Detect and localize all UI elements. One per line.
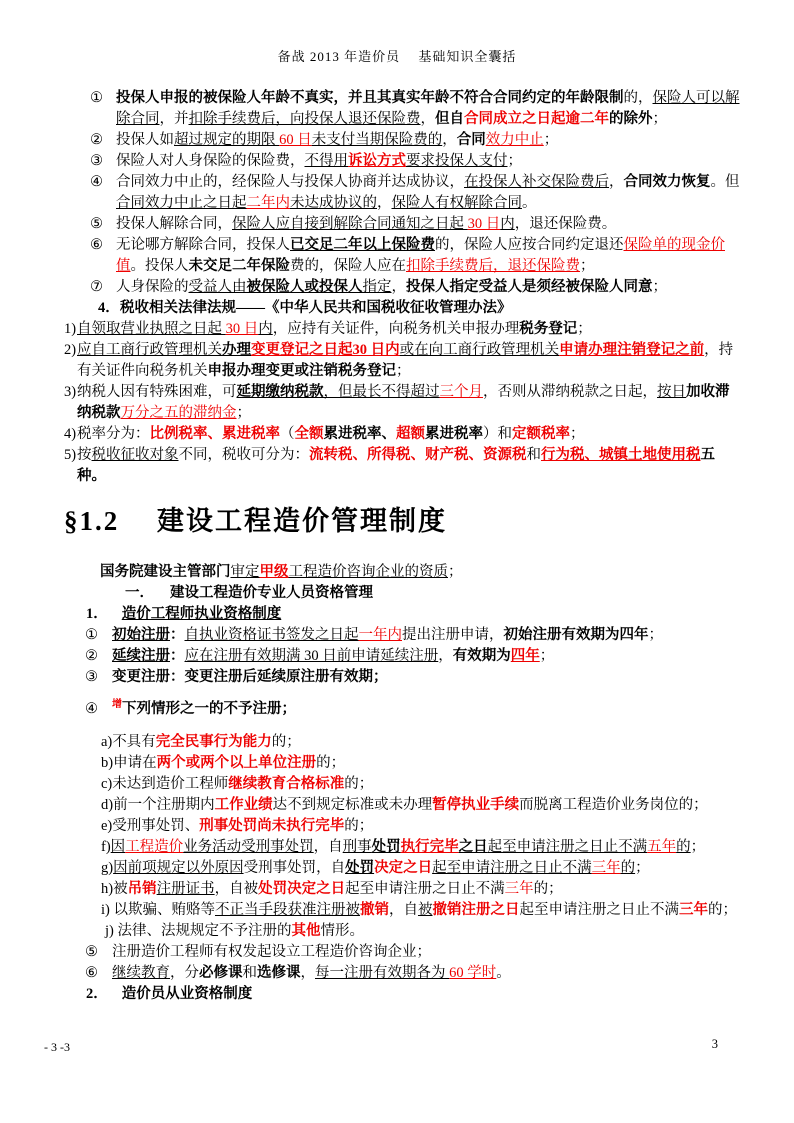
text-run: 三年 bbox=[591, 860, 621, 876]
text-run: 的， bbox=[623, 90, 653, 106]
text-run: 30 日 bbox=[467, 216, 501, 232]
text-run: ； bbox=[580, 258, 595, 274]
text-run: 五年 bbox=[647, 839, 677, 855]
text-run: 万分之五的滞纳金 bbox=[120, 405, 237, 421]
text-run: 受刑事处罚，自 bbox=[243, 860, 346, 876]
line-content bbox=[116, 279, 667, 295]
text-run: 工程造价咨询企业的资质 bbox=[288, 564, 448, 580]
text-line bbox=[64, 151, 740, 172]
text-run: 合同效力中止的，经保险人与投保人协商并达成协议， bbox=[116, 174, 464, 190]
text-run: 注册证书 bbox=[156, 881, 215, 897]
text-run: ； bbox=[652, 111, 667, 127]
line-content bbox=[117, 923, 364, 939]
text-run: 全额 bbox=[294, 426, 324, 442]
text-run: 保险人可以解除合同 bbox=[116, 90, 740, 127]
text-line bbox=[64, 298, 740, 319]
text-line bbox=[64, 214, 740, 235]
list-marker: ② bbox=[90, 132, 103, 148]
text-run: 合同效力恢复 bbox=[623, 174, 711, 190]
text-run: 未达成协议的 bbox=[290, 195, 377, 211]
text-run: 三个月 bbox=[439, 384, 483, 400]
document-body bbox=[64, 88, 740, 1005]
list-marker: h) bbox=[101, 881, 114, 897]
line-content bbox=[77, 426, 585, 442]
text-run: 起至申请注册之日止不满 bbox=[519, 902, 679, 918]
line-content bbox=[113, 902, 737, 918]
line-content bbox=[112, 944, 431, 960]
text-line bbox=[64, 732, 740, 753]
text-run: ， bbox=[377, 195, 392, 211]
text-line bbox=[64, 699, 740, 720]
text-run: 起至申请注册之日止不满 bbox=[487, 839, 648, 855]
text-run: 行为税、城镇土地使用税 bbox=[541, 447, 701, 463]
text-run: 内 bbox=[500, 216, 515, 232]
text-line bbox=[64, 445, 740, 487]
text-run: ，并 bbox=[159, 111, 189, 127]
text-run: 的 bbox=[676, 839, 691, 855]
text-run: 。 bbox=[522, 195, 537, 211]
text-run: 合同成立之日起逾二年 bbox=[464, 111, 609, 127]
text-line bbox=[64, 942, 740, 963]
text-run: 完全民事行为能力 bbox=[155, 734, 272, 750]
line-content bbox=[122, 606, 282, 622]
text-run: ： bbox=[170, 648, 185, 664]
page-header-title: 备战 2013 年造价员 基础知识全囊括 bbox=[277, 49, 517, 64]
list-marker: ③ bbox=[90, 153, 103, 169]
text-run: 的除外 bbox=[609, 111, 653, 127]
text-run: 有效期为 bbox=[452, 648, 511, 664]
text-run: 申请在 bbox=[113, 755, 157, 771]
text-run: 。投保人 bbox=[130, 258, 189, 274]
line-content bbox=[112, 776, 373, 792]
text-run: 起至申请注册之日止不满 bbox=[432, 860, 592, 876]
text-run: 比例税率、累进税率 bbox=[149, 426, 280, 442]
list-marker: ⑥ bbox=[85, 965, 98, 981]
text-run: 办理 bbox=[222, 342, 251, 358]
text-run: 要求投保人支付 bbox=[406, 153, 508, 169]
line-content bbox=[77, 321, 592, 337]
text-run: 不具有 bbox=[112, 734, 156, 750]
text-run: 费的，保险人应在 bbox=[290, 258, 406, 274]
text-run: 前一个注册期内 bbox=[113, 797, 215, 813]
text-line bbox=[64, 625, 740, 646]
text-run: 撤销注册之日 bbox=[432, 902, 520, 918]
text-run: 四年 bbox=[510, 648, 540, 664]
text-run: 投保人解除合同， bbox=[116, 216, 232, 232]
text-run: 的，保险人应按合同约定退还 bbox=[435, 237, 624, 253]
text-run: 处罚 bbox=[345, 860, 375, 876]
text-run: ； bbox=[577, 321, 592, 337]
line-content bbox=[77, 342, 733, 379]
text-run: 刑事处罚尚未执行完毕 bbox=[199, 818, 345, 834]
text-run: 未达到造价工程师 bbox=[112, 776, 229, 792]
text-run: 在投保人补交保险费后 bbox=[464, 174, 609, 190]
line-content bbox=[116, 132, 558, 148]
line-content bbox=[120, 300, 512, 316]
text-run: 和 bbox=[242, 965, 257, 981]
text-run: 诉讼方式 bbox=[348, 153, 406, 169]
text-run: 自执业资格证书签发之日起 bbox=[184, 627, 359, 643]
text-run: 其他 bbox=[291, 923, 321, 939]
text-line bbox=[64, 816, 740, 837]
text-run: 法律、法规规定不予注册的 bbox=[117, 923, 292, 939]
text-run: 增 bbox=[112, 699, 122, 711]
text-run: 内 bbox=[258, 321, 273, 337]
text-run: 注册造价工程师有权发起设立工程造价咨询企业； bbox=[112, 944, 431, 960]
text-run: 申报办理变更或注销税务登记 bbox=[207, 363, 396, 379]
text-run: ， bbox=[704, 342, 719, 358]
text-run: 。但 bbox=[710, 174, 740, 190]
list-marker: 4． bbox=[98, 300, 120, 316]
text-run: 保险人对人身保险的保险费， bbox=[116, 153, 305, 169]
text-run: 。 bbox=[496, 965, 511, 981]
list-marker: ③ bbox=[85, 669, 98, 685]
text-run: 自领取营业执照之日起 bbox=[77, 321, 226, 337]
text-run: 持有关证件向税务机关 bbox=[77, 342, 734, 379]
text-line bbox=[64, 235, 740, 277]
text-run: 两个或两个以上单位注册 bbox=[156, 755, 317, 771]
text-run: 造价工程师执业资格制度 bbox=[121, 606, 282, 622]
text-line bbox=[64, 172, 740, 214]
list-marker: g) bbox=[101, 860, 114, 876]
text-run: 指定 bbox=[362, 279, 392, 295]
line-content bbox=[116, 153, 522, 169]
text-run: ； bbox=[236, 405, 251, 421]
text-run: 业务活动受刑事处罚 bbox=[183, 839, 314, 855]
text-run: 三年 bbox=[678, 902, 708, 918]
text-run: ， bbox=[420, 111, 435, 127]
text-line bbox=[64, 382, 740, 424]
list-marker: 1) bbox=[64, 321, 77, 337]
text-run: 不同，税收可分为： bbox=[178, 447, 309, 463]
list-marker: ② bbox=[85, 648, 98, 664]
text-run: 累进税率 bbox=[425, 426, 483, 442]
text-run: 纳税人因有特殊困难，可 bbox=[77, 384, 237, 400]
text-run: 延期缴纳税款 bbox=[236, 384, 324, 400]
line-content bbox=[77, 384, 730, 421]
text-run: 的； bbox=[533, 881, 563, 897]
text-run: 不正当手段获准注册被 bbox=[214, 902, 360, 918]
text-run: 定额税率 bbox=[512, 426, 570, 442]
text-run: 变更登记之日起30 日内 bbox=[251, 342, 400, 358]
text-line bbox=[64, 900, 740, 921]
text-run: 因前项规定以外原因 bbox=[113, 860, 244, 876]
text-run: 受刑事处罚、 bbox=[112, 818, 200, 834]
text-run: 决定之日 bbox=[374, 860, 433, 876]
text-run: 刑事 bbox=[342, 839, 372, 855]
line-content bbox=[113, 797, 708, 813]
list-marker: f) bbox=[101, 839, 111, 855]
list-marker: 4) bbox=[64, 426, 77, 442]
text-run: ； bbox=[539, 648, 555, 664]
text-run: 的； bbox=[707, 902, 737, 918]
text-run: 的； bbox=[344, 776, 374, 792]
text-run: 变更注册：变更注册后延续原注册有效期； bbox=[112, 669, 388, 685]
text-run: 甲级 bbox=[259, 564, 289, 580]
text-run: 国务院建设主管部门 bbox=[100, 564, 231, 580]
text-line bbox=[64, 583, 740, 604]
text-run: ， bbox=[609, 174, 624, 190]
text-run: 每一注册有效期各为 bbox=[315, 965, 450, 981]
line-content bbox=[111, 839, 706, 855]
text-run: 30 日 bbox=[225, 321, 259, 337]
text-run: 税收征收对象 bbox=[91, 447, 179, 463]
text-run: 处罚 bbox=[371, 839, 401, 855]
text-run: ，自被 bbox=[214, 881, 259, 897]
text-run: 吊销 bbox=[127, 881, 157, 897]
list-marker: b) bbox=[101, 755, 114, 771]
text-run: 的； bbox=[316, 755, 346, 771]
text-run: 五种。 bbox=[77, 447, 715, 484]
text-line bbox=[64, 753, 740, 774]
text-run: ： bbox=[170, 627, 185, 643]
text-run: 或在向工商行政管理机关 bbox=[399, 342, 560, 358]
line-content bbox=[112, 669, 388, 685]
text-run: 扣除手续费后，退还保险费 bbox=[406, 258, 580, 274]
list-marker: ① bbox=[90, 90, 103, 106]
text-line bbox=[64, 921, 740, 942]
line-content bbox=[113, 755, 345, 771]
text-run: 继续教育合格标准 bbox=[228, 776, 345, 792]
line-content bbox=[116, 216, 616, 232]
text-run: ，分 bbox=[170, 965, 199, 981]
text-line bbox=[64, 424, 740, 445]
list-marker: ① bbox=[85, 627, 98, 643]
text-run: ， bbox=[391, 279, 406, 295]
text-line bbox=[64, 837, 740, 858]
text-run: 申请办理注销登记之前 bbox=[559, 342, 705, 358]
text-run: 三年 bbox=[504, 881, 534, 897]
text-run: 已交足二年以上保险费 bbox=[290, 237, 435, 253]
text-run: 情形。 bbox=[320, 923, 364, 939]
text-run: ，自 bbox=[388, 902, 418, 918]
text-run: 的； bbox=[344, 818, 374, 834]
list-marker: 一． bbox=[125, 585, 154, 601]
text-run: 效力中止 bbox=[485, 132, 544, 148]
text-line bbox=[64, 604, 740, 625]
text-run: ； bbox=[543, 132, 559, 148]
text-line bbox=[64, 858, 740, 879]
text-run: 以欺骗、贿赂等 bbox=[113, 902, 215, 918]
text-run: 合同 bbox=[456, 132, 486, 148]
list-marker: 1． bbox=[86, 606, 108, 622]
text-run: 按日 bbox=[657, 384, 686, 400]
text-run: 未支付当期保险费的 bbox=[311, 132, 443, 148]
text-run: 工作业绩 bbox=[214, 797, 273, 813]
text-run: 60 日 bbox=[279, 132, 312, 148]
line-content bbox=[122, 986, 253, 1002]
text-run: 建设工程造价专业人员资格管理 bbox=[170, 585, 373, 601]
text-run: 继续教育 bbox=[112, 965, 170, 981]
text-run: 超额 bbox=[396, 426, 425, 442]
list-marker: j) bbox=[105, 923, 118, 939]
list-marker: i) bbox=[101, 902, 114, 918]
text-run: 的； bbox=[271, 734, 301, 750]
text-run: 而脱离工程造价业务岗位的； bbox=[519, 797, 708, 813]
text-run: ； bbox=[396, 363, 411, 379]
text-run: 的 bbox=[620, 860, 636, 876]
text-run: 执行完毕 bbox=[400, 839, 459, 855]
text-line bbox=[64, 88, 740, 130]
text-run: ，退还保险费。 bbox=[514, 216, 617, 232]
text-run: ， bbox=[442, 132, 457, 148]
list-marker: a) bbox=[101, 734, 113, 750]
text-run: ； bbox=[652, 279, 667, 295]
text-run: 起至申请注册之日止不满 bbox=[345, 881, 505, 897]
text-line bbox=[64, 277, 740, 298]
text-run: ，但最长不得超过 bbox=[323, 384, 440, 400]
text-run: 累进税率、 bbox=[323, 426, 396, 442]
text-run: 因 bbox=[110, 839, 126, 855]
text-line bbox=[64, 562, 740, 583]
line-content bbox=[112, 818, 373, 834]
line-content bbox=[116, 174, 740, 211]
list-marker: 5) bbox=[64, 447, 77, 463]
text-run: 二年内 bbox=[246, 195, 290, 211]
text-run: 合同效力中止之日起 bbox=[116, 195, 247, 211]
text-run: 造价员从业资格制度 bbox=[121, 986, 253, 1002]
list-marker: e) bbox=[101, 818, 113, 834]
list-marker: 3) bbox=[64, 384, 77, 400]
text-run: 初始注册 bbox=[112, 627, 170, 643]
text-run: 超过规定的期限 bbox=[174, 132, 280, 148]
text-run: ； bbox=[690, 839, 706, 855]
text-run: 延续注册 bbox=[112, 648, 170, 664]
text-run: 按 bbox=[77, 447, 92, 463]
text-line bbox=[64, 319, 740, 340]
line-content bbox=[77, 447, 715, 484]
text-run: 投保人指定受益人是须经被保险人同意 bbox=[406, 279, 653, 295]
list-marker: ④ bbox=[85, 701, 98, 717]
list-marker: ⑦ bbox=[90, 279, 103, 295]
text-run: 初始注册有效期为四年 bbox=[503, 627, 649, 643]
line-content bbox=[100, 564, 463, 580]
text-run: ，否则从滞纳税款之日起， bbox=[483, 384, 657, 400]
page-number: 3 bbox=[711, 1037, 718, 1051]
line-content bbox=[116, 90, 740, 127]
text-run: 保险人应自接到解除合同通知之日起 bbox=[232, 216, 468, 232]
text-line bbox=[64, 879, 740, 900]
text-run: 处罚决定之日 bbox=[258, 881, 346, 897]
text-run: 人身保险的 bbox=[116, 279, 189, 295]
text-run: 撤销 bbox=[359, 902, 389, 918]
text-run: ， bbox=[300, 965, 315, 981]
text-run: 投保人申报的被保险人年龄不真实，并且其真实年龄不符合合同约定的年龄限制 bbox=[116, 90, 624, 106]
text-run: 应在注册有效期满 30 日前申请延续注册 bbox=[184, 648, 439, 664]
text-run: 未交足二年保险 bbox=[188, 258, 290, 274]
text-run: 扣除手续费后，向投保人退还保险费 bbox=[188, 111, 421, 127]
text-run: 选修课 bbox=[257, 965, 301, 981]
text-run: 达不到规定标准或未办理 bbox=[272, 797, 433, 813]
text-run: 投保人如 bbox=[116, 132, 174, 148]
text-line bbox=[64, 340, 740, 382]
line-content bbox=[116, 237, 725, 274]
line-content bbox=[170, 585, 373, 601]
list-marker: c) bbox=[101, 776, 113, 792]
text-run: 之日 bbox=[458, 839, 488, 855]
line-content bbox=[112, 648, 554, 664]
text-run: ， bbox=[489, 627, 504, 643]
text-run: 税务登记 bbox=[519, 321, 578, 337]
text-line bbox=[64, 984, 740, 1005]
text-run: 保险单的现金价值 bbox=[116, 237, 725, 274]
text-line bbox=[64, 646, 740, 667]
list-marker: ⑥ bbox=[90, 237, 103, 253]
text-run: ）和 bbox=[483, 426, 512, 442]
text-run: 税收相关法律法规——《中华人民共和国税收征收管理办法》 bbox=[120, 300, 512, 316]
text-line bbox=[64, 795, 740, 816]
text-run: ； bbox=[635, 860, 650, 876]
text-run: ， bbox=[438, 648, 453, 664]
text-run: 必修课 bbox=[199, 965, 243, 981]
list-marker: ⑤ bbox=[90, 216, 103, 232]
section-heading: §1.2 建设工程造价管理制度 bbox=[64, 506, 447, 536]
line-content bbox=[112, 627, 663, 643]
text-run: （ bbox=[280, 426, 295, 442]
text-run: 无论哪方解除合同，投保人 bbox=[116, 237, 290, 253]
list-marker: 2． bbox=[86, 986, 108, 1002]
text-run: 工程造价 bbox=[125, 839, 184, 855]
text-run: 被保险人或投保人 bbox=[246, 279, 363, 295]
text-run: 受益人由 bbox=[188, 279, 247, 295]
text-run: ； bbox=[507, 153, 522, 169]
line-content bbox=[113, 860, 650, 876]
text-run: 60 学时 bbox=[449, 965, 497, 981]
footer-page-label: - 3 -3 bbox=[44, 1040, 70, 1054]
line-content bbox=[112, 734, 301, 750]
text-run: 和 bbox=[526, 447, 541, 463]
text-run: ； bbox=[570, 426, 585, 442]
text-run: 提出注册申请 bbox=[402, 627, 489, 643]
text-run: 下列情形之一的不予注册； bbox=[122, 701, 296, 717]
text-run: 加收滞纳税款 bbox=[77, 384, 730, 421]
text-line bbox=[64, 963, 740, 984]
text-run: 一年内 bbox=[358, 627, 402, 643]
text-run: 被 bbox=[417, 902, 433, 918]
list-marker: ④ bbox=[90, 174, 103, 190]
text-line bbox=[64, 667, 740, 688]
text-run: 税率分为： bbox=[77, 426, 150, 442]
text-run: 保险人有权解除合同 bbox=[391, 195, 522, 211]
list-marker: ⑤ bbox=[85, 944, 98, 960]
text-run: ，应持有关证件，向税务机关申报办理 bbox=[272, 321, 520, 337]
text-run: ，自 bbox=[313, 839, 343, 855]
text-run: 流转税、所得税、财产税、资源税 bbox=[309, 447, 527, 463]
list-marker: 2) bbox=[64, 342, 77, 358]
text-run: 不得用 bbox=[304, 153, 348, 169]
text-run: 被 bbox=[113, 881, 128, 897]
text-run: 但自 bbox=[435, 111, 464, 127]
text-run: ； bbox=[448, 564, 463, 580]
text-line bbox=[64, 130, 740, 151]
list-marker: d) bbox=[101, 797, 114, 813]
text-run: ； bbox=[648, 627, 663, 643]
line-content bbox=[113, 881, 563, 897]
line-content bbox=[112, 965, 511, 981]
text-run: 审定 bbox=[230, 564, 260, 580]
text-run: 暂停执业手续 bbox=[432, 797, 520, 813]
text-run: 应自工商行政管理机关 bbox=[77, 342, 222, 358]
text-line bbox=[64, 774, 740, 795]
line-content bbox=[112, 701, 296, 717]
